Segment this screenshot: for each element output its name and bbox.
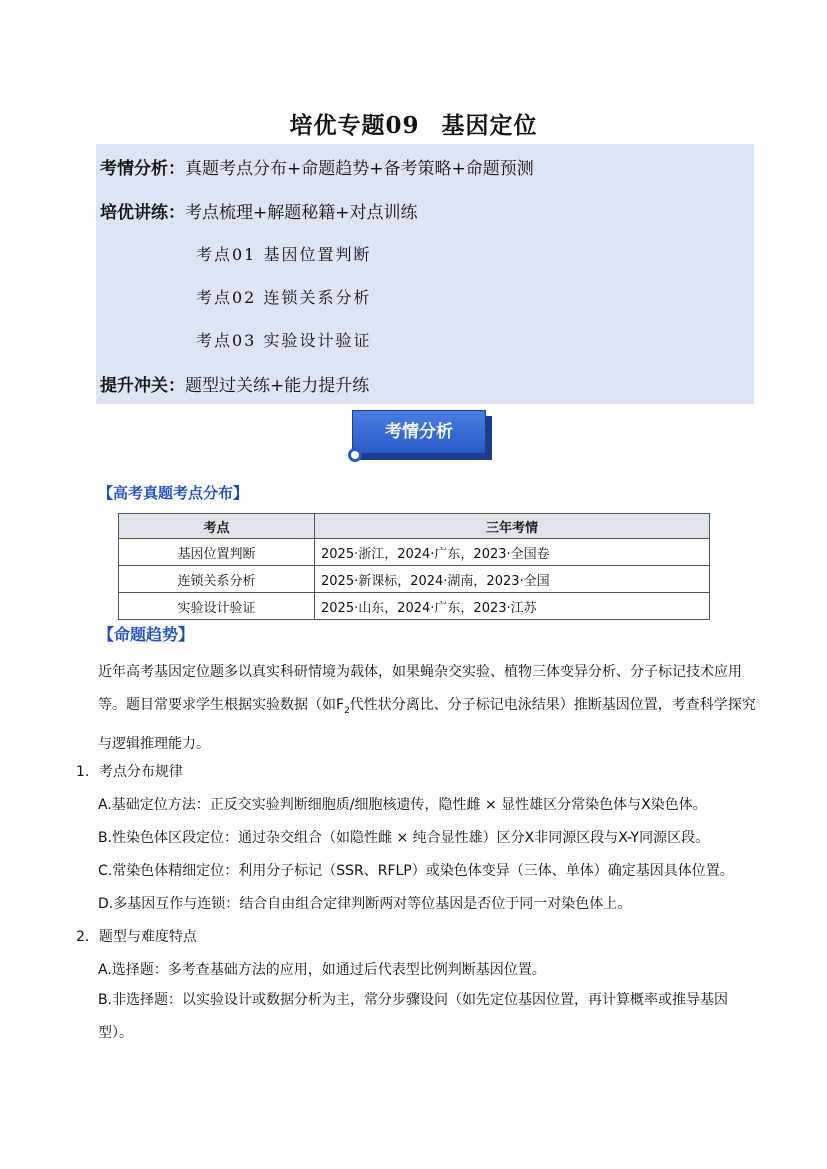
outline-text-improve: 题型过关练+能力提升练 bbox=[185, 376, 370, 396]
outline-row-improve bbox=[100, 371, 369, 396]
distribution-table bbox=[118, 513, 710, 620]
table-cell: 实验设计验证 bbox=[119, 593, 315, 620]
table-cell: 2025·山东，2024·广东，2023·江苏 bbox=[315, 593, 710, 620]
outline-point-1: 考点01 基因位置判断 bbox=[196, 245, 372, 264]
banner-dot-icon bbox=[348, 448, 362, 462]
table-row bbox=[119, 539, 710, 566]
table-cell: 2025·浙江，2024·广东，2023·全国卷 bbox=[315, 539, 710, 566]
table-cell: 2025·新课标，2024·湖南，2023·全国 bbox=[315, 566, 710, 593]
outline-text-analysis: 真题考点分布+命题趋势+备考策略+命题预测 bbox=[185, 159, 534, 179]
list1-item-a: A.基础定位方法：正反交实验判断细胞质/细胞核遗传，隐性雌 × 显性雄区分常染色体与X染色体。 bbox=[98, 797, 707, 813]
table-header-row bbox=[119, 514, 710, 539]
table-header-cell: 三年考情 bbox=[315, 514, 710, 539]
page-title bbox=[0, 107, 827, 140]
trend-intro bbox=[98, 656, 758, 761]
section-banner bbox=[352, 410, 492, 464]
trend-intro-b: 代性状分离比、分子标记电泳结果）推断基因位置，考查科学探究与逻辑推理能力。 bbox=[98, 697, 756, 752]
list1-item-c: C.常染色体精细定位：利用分子标记（SSR、RFLP）或染色体变异（三体、单体）确定基因具体位置。 bbox=[98, 863, 734, 879]
list1-item-d: D.多基因互作与连锁：结合自由组合定律判断两对等位基因是否位于同一对染色体上。 bbox=[98, 896, 632, 912]
list1-item-b: B.性染色体区段定位：通过杂交组合（如隐性雌 × 纯合显性雄）区分X非同源区段与X-Y同源区段。 bbox=[98, 830, 710, 846]
list2-title: 2．题型与难度特点 bbox=[76, 929, 197, 945]
outline-row-training bbox=[100, 198, 418, 223]
title-main: 培优专题09 bbox=[289, 112, 420, 139]
table-cell: 基因位置判断 bbox=[119, 539, 315, 566]
table-header-cell: 考点 bbox=[119, 514, 315, 539]
outline-label-training: 培优讲练： bbox=[100, 203, 185, 223]
outline-label-analysis: 考情分析： bbox=[100, 159, 185, 179]
banner-label: 考情分析 bbox=[352, 410, 486, 454]
list2-item-a: A.选择题：多考查基础方法的应用，如通过后代表型比例判断基因位置。 bbox=[98, 962, 546, 978]
table-row bbox=[119, 593, 710, 620]
trend-intro-sub: 2 bbox=[344, 705, 350, 716]
outline-point-2: 考点02 连锁关系分析 bbox=[196, 288, 372, 307]
outline-label-improve: 提升冲关： bbox=[100, 376, 185, 396]
outline-text-training: 考点梳理+解题秘籍+对点训练 bbox=[185, 203, 418, 223]
trend-intro-a: 近年高考基因定位题多以真实科研情境为载体，如果蝇杂交实验、植物三体变异分析、分子标记技术应用等。题目常要求学生根据实验数据（如F bbox=[98, 664, 742, 713]
list2-item-b: B.非选择题：以实验设计或数据分析为主，常分步骤设问（如先定位基因位置，再计算概率或推导基因型）。 bbox=[98, 992, 729, 1041]
outline-point-3: 考点03 实验设计验证 bbox=[196, 331, 372, 350]
trend-heading: 【命题趋势】 bbox=[98, 625, 195, 644]
outline-box bbox=[96, 144, 754, 404]
title-sub: 基因定位 bbox=[441, 112, 538, 139]
table-row bbox=[119, 566, 710, 593]
table-cell: 连锁关系分析 bbox=[119, 566, 315, 593]
list1-title: 1．考点分布规律 bbox=[76, 764, 183, 780]
distribution-heading: 【高考真题考点分布】 bbox=[98, 484, 249, 502]
outline-row-analysis bbox=[100, 154, 534, 179]
